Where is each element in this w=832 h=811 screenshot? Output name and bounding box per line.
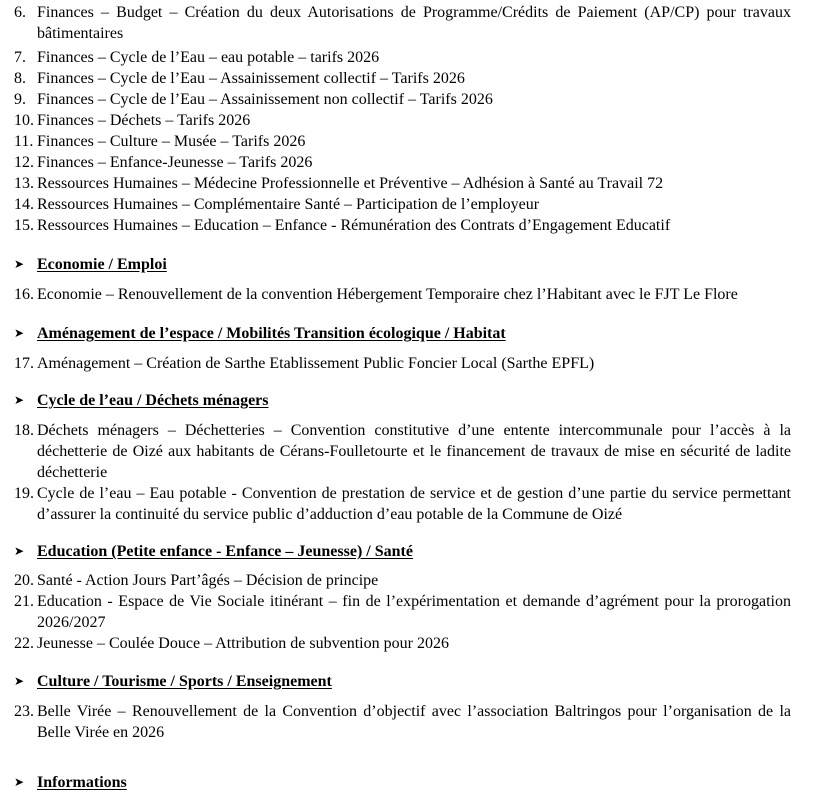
agenda-item [14, 284, 791, 305]
arrowhead-bullet-icon: ➤ [14, 775, 25, 789]
agenda-item [14, 89, 791, 110]
item-number: 12. [14, 154, 34, 171]
arrowhead-bullet-icon: ➤ [14, 393, 25, 407]
agenda-item [14, 2, 791, 44]
item-text: Finances – Déchets – Tarifs 2026 [37, 112, 251, 129]
item-text: Finances – Culture – Musée – Tarifs 2026 [37, 133, 306, 150]
item-number: 18. [14, 422, 34, 439]
item-text: Cycle de l’eau – Eau potable - Convention de prestation de service et de gestion d’une partie du service permettant d’assurer la continuité du service public d’adduction d’eau potable de la Commune de Oizé [37, 485, 791, 523]
section-heading-text: Education (Petite enfance - Enfance – Jeunesse) / Santé [37, 543, 413, 560]
item-text: Belle Virée – Renouvellement de la Convention d’objectif avec l’association Baltringos pour l’organisation de la Belle Virée en 2026 [37, 703, 791, 741]
agenda-item [14, 68, 791, 89]
item-text: Finances – Cycle de l’Eau – Assainissement collectif – Tarifs 2026 [37, 70, 465, 87]
item-number: 23. [14, 703, 34, 720]
agenda-item [14, 131, 791, 152]
item-number: 13. [14, 175, 34, 192]
item-number: 14. [14, 196, 34, 213]
item-text: Finances – Cycle de l’Eau – Assainissement non collectif – Tarifs 2026 [37, 91, 493, 108]
section-heading [14, 390, 791, 411]
agenda-item [14, 353, 791, 374]
agenda-item [14, 173, 791, 194]
agenda-document [14, 0, 791, 793]
item-number: 7. [14, 49, 26, 66]
section-heading [14, 772, 791, 793]
item-text: Ressources Humaines – Médecine Professionnelle et Préventive – Adhésion à Santé au Travail 72 [37, 175, 664, 192]
item-text: Aménagement – Création de Sarthe Etablissement Public Foncier Local (Sarthe EPFL) [37, 355, 595, 372]
section-heading-text: Informations [37, 774, 127, 791]
item-number: 11. [14, 133, 34, 150]
agenda-item [14, 570, 791, 591]
arrowhead-bullet-icon: ➤ [14, 544, 25, 558]
item-number: 20. [14, 572, 34, 589]
agenda-item [14, 152, 791, 173]
section-heading-text: Cycle de l’eau / Déchets ménagers [37, 392, 269, 409]
section-heading-text: Economie / Emploi [37, 256, 167, 273]
item-text: Finances – Enfance-Jeunesse – Tarifs 2026 [37, 154, 313, 171]
item-number: 8. [14, 70, 26, 87]
item-number: 10. [14, 112, 34, 129]
agenda-item [14, 701, 791, 743]
section-heading [14, 254, 791, 275]
item-number: 15. [14, 217, 34, 234]
arrowhead-bullet-icon: ➤ [14, 674, 25, 688]
agenda-item [14, 194, 791, 215]
item-number: 22. [14, 635, 34, 652]
agenda-item [14, 633, 791, 654]
item-number: 19. [14, 485, 34, 502]
item-text: Ressources Humaines – Education – Enfance - Rémunération des Contrats d’Engagement Educatif [37, 217, 671, 234]
section-heading [14, 323, 791, 344]
item-text: Jeunesse – Coulée Douce – Attribution de subvention pour 2026 [37, 635, 449, 652]
agenda-item [14, 420, 791, 483]
agenda-item [14, 483, 791, 525]
section-heading-text: Aménagement de l’espace / Mobilités Transition écologique / Habitat [37, 325, 506, 342]
item-text: Finances – Cycle de l’Eau – eau potable – tarifs 2026 [37, 49, 380, 66]
item-text: Education - Espace de Vie Sociale itinérant – fin de l’expérimentation et demande d’agrément pour la prorogation 2026/2027 [37, 593, 791, 631]
arrowhead-bullet-icon: ➤ [14, 257, 25, 271]
item-number: 16. [14, 286, 34, 303]
item-number: 21. [14, 593, 34, 610]
agenda-item [14, 47, 791, 68]
section-heading-text: Culture / Tourisme / Sports / Enseignement [37, 673, 332, 690]
item-text: Ressources Humaines – Complémentaire Santé – Participation de l’employeur [37, 196, 540, 213]
item-number: 17. [14, 355, 34, 372]
item-number: 9. [14, 91, 26, 108]
item-text: Finances – Budget – Création du deux Autorisations de Programme/Crédits de Paiement (AP/CP) pour travaux bâtimentaires [37, 4, 791, 42]
item-number: 6. [14, 4, 26, 21]
item-text: Santé - Action Jours Part’âgés – Décision de principe [37, 572, 379, 589]
item-text: Economie – Renouvellement de la convention Hébergement Temporaire chez l’Habitant avec le FJT Le Flore [37, 286, 738, 303]
item-text: Déchets ménagers – Déchetteries – Convention constitutive d’une entente intercommunale pour l’accès à la déchetterie de Oizé aux habitants de Cérans-Foulletourte et le financement de travaux de mise en sécurité de ladite déchetterie [37, 422, 791, 481]
agenda-item [14, 110, 791, 131]
section-heading [14, 541, 791, 562]
section-heading [14, 671, 791, 692]
arrowhead-bullet-icon: ➤ [14, 326, 25, 340]
agenda-item [14, 215, 791, 236]
agenda-item [14, 591, 791, 633]
